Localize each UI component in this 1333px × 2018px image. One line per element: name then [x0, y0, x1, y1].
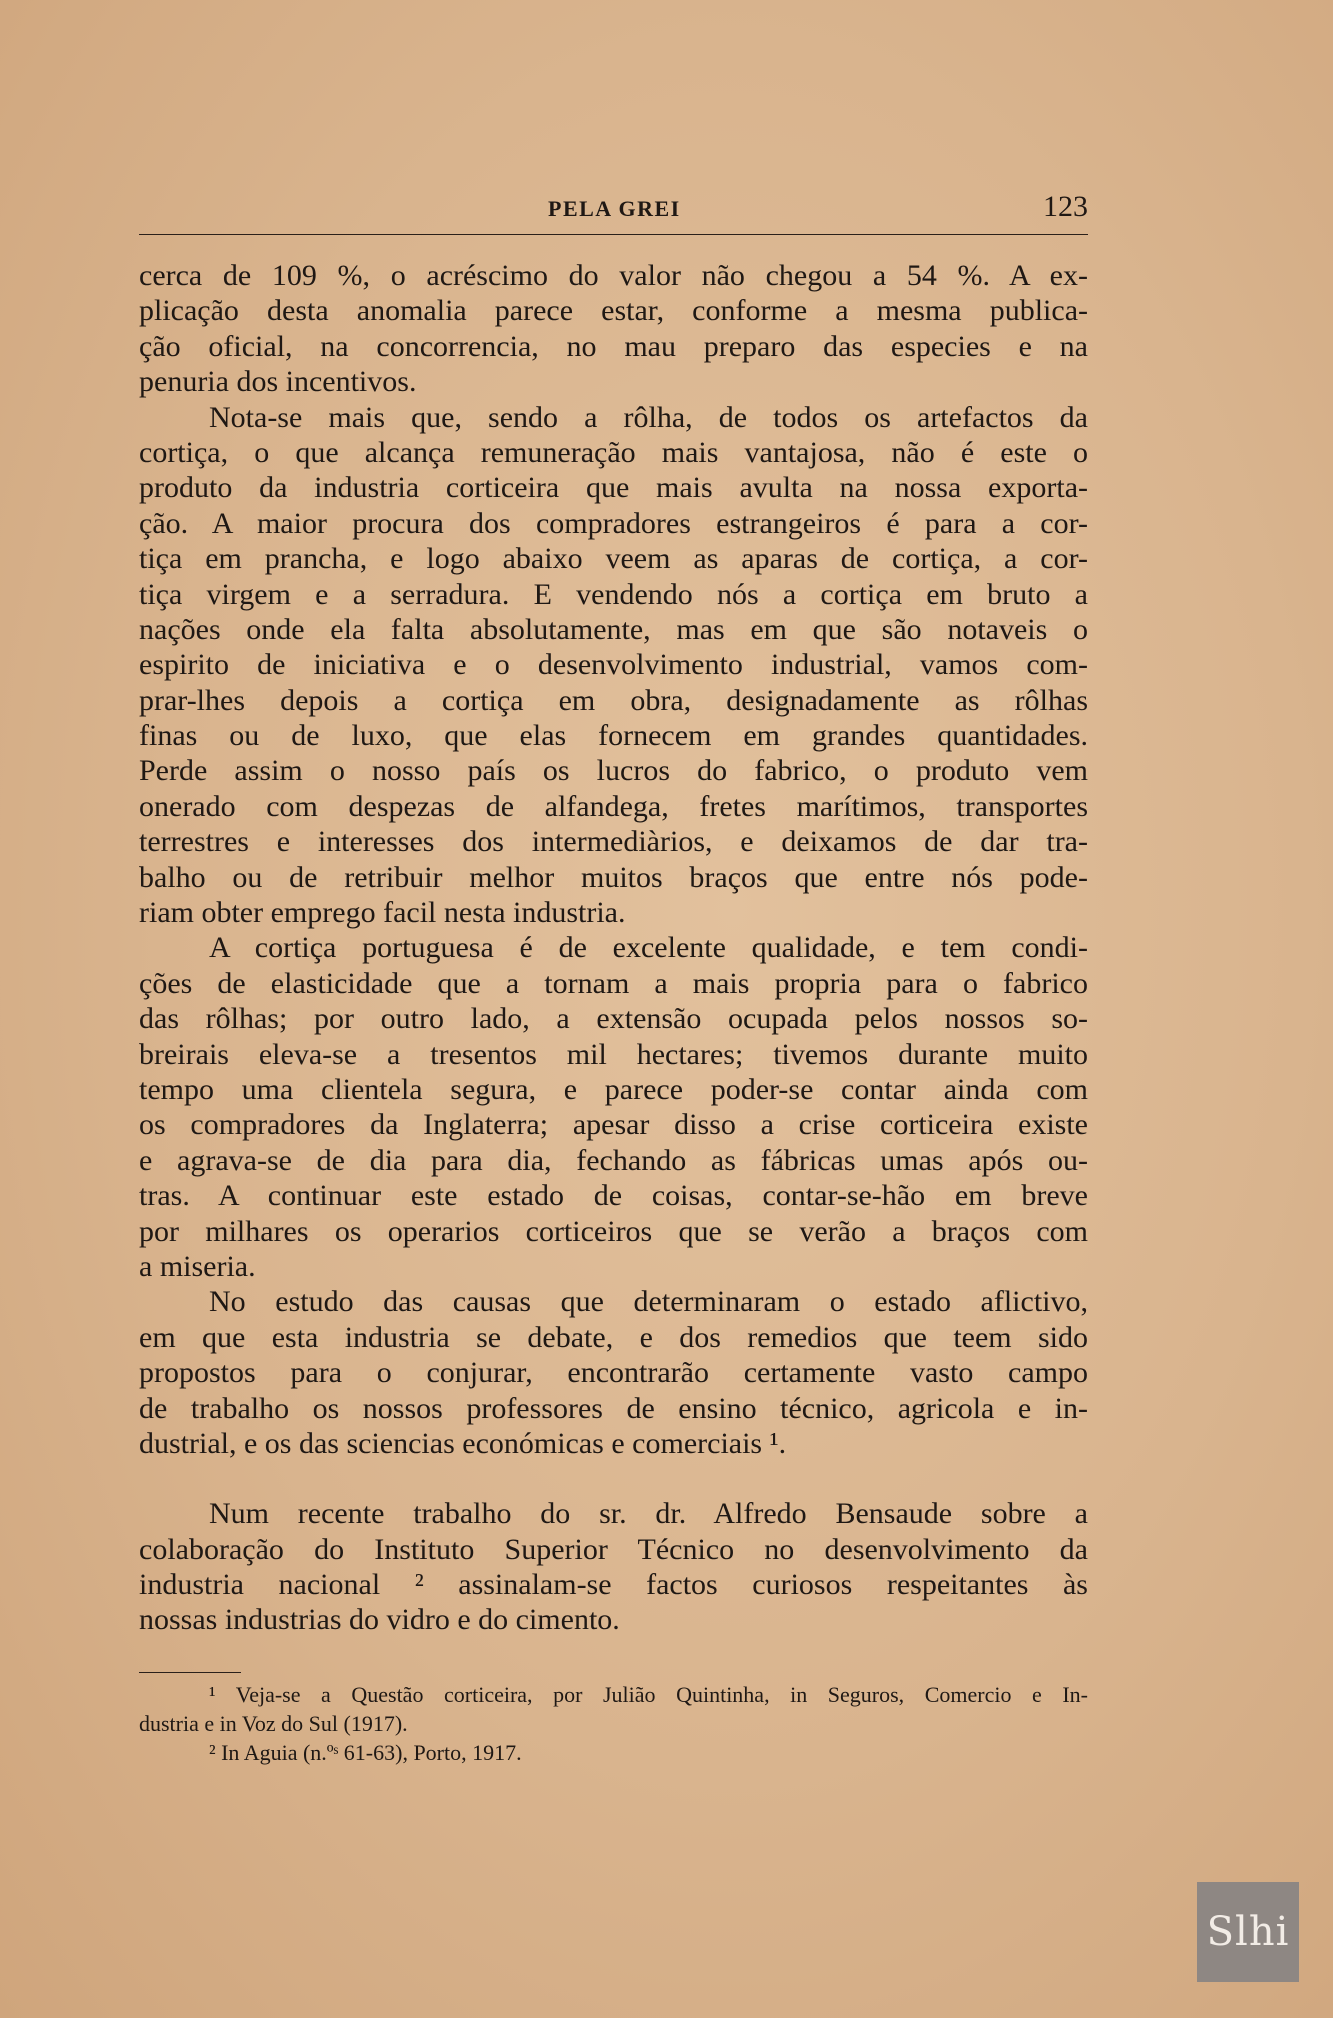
- footnote-divider: [139, 1672, 241, 1673]
- text-line: Nota-se mais que, sendo a rôlha, de todos os artefactos da: [209, 400, 1088, 434]
- text-line: de trabalho os nossos professores de ensino técnico, agricola e in-: [139, 1391, 1088, 1425]
- text-line: tiça virgem e a serradura. E vendendo nós a cortiça em bruto a: [139, 577, 1088, 611]
- text-line: tiça em prancha, e logo abaixo veem as aparas de cortiça, a cor-: [139, 542, 1088, 576]
- text-line: cerca de 109 %, o acréscimo do valor não chegou a 54 %. A ex-: [139, 259, 1088, 292]
- page-number: 123: [1043, 190, 1088, 223]
- text-line: penuria dos incentivos.: [139, 365, 417, 399]
- text-line: em que esta industria se debate, e dos remedios que teem sido: [139, 1320, 1088, 1354]
- text-line: espirito de iniciativa e o desenvolvimento industrial, vamos com-: [139, 648, 1088, 682]
- text-line: breirais eleva-se a tresentos mil hectares; tivemos durante muito: [139, 1037, 1088, 1071]
- text-line: balho ou de retribuir melhor muitos braços que entre nós pode-: [139, 860, 1088, 894]
- text-line: ção oficial, na concorrencia, no mau preparo das especies e na: [139, 329, 1088, 363]
- text-line: tempo uma clientela segura, e parece poder-se contar ainda com: [139, 1072, 1088, 1106]
- body-text: [139, 258, 1088, 1638]
- text-line: cortiça, o que alcança remuneração mais vantajosa, não é este o: [139, 435, 1088, 469]
- text-line: terrestres e interesses dos intermediàrios, e deixamos de dar tra-: [139, 825, 1088, 859]
- text-line: propostos para o conjurar, encontrarão certamente vasto campo: [139, 1356, 1088, 1390]
- text-line: ções de elasticidade que a tornam a mais propria para o fabrico: [139, 966, 1088, 1000]
- text-line: industria nacional ² assinalam-se factos curiosos respeitantes às: [139, 1568, 1088, 1602]
- text-line: A cortiça portuguesa é de excelente qualidade, e tem condi-: [209, 931, 1088, 965]
- text-line: plicação desta anomalia parece estar, conforme a mesma publica-: [139, 294, 1088, 328]
- library-logo: [1197, 1882, 1299, 1982]
- text-line: os compradores da Inglaterra; apesar disso a crise corticeira existe: [139, 1108, 1088, 1142]
- logo-text: Slhi: [1206, 1909, 1290, 1955]
- text-line: por milhares os operarios corticeiros que se verão a braços com: [139, 1214, 1088, 1248]
- text-line: das rôlhas; por outro lado, a extensão ocupada pelos nossos so-: [139, 1002, 1088, 1036]
- running-header: [139, 190, 1088, 235]
- text-line: ção. A maior procura dos compradores estrangeiros é para a cor-: [139, 506, 1088, 540]
- text-line: Perde assim o nosso país os lucros do fabrico, o produto vem: [139, 754, 1088, 788]
- text-line: No estudo das causas que determinaram o estado aflictivo,: [209, 1285, 1088, 1319]
- running-title: PELA GREI: [548, 196, 681, 221]
- text-line: produto da industria corticeira que mais avulta na nossa exporta-: [139, 471, 1088, 505]
- footnote-line: dustria e in Voz do Sul (1917).: [139, 1711, 408, 1736]
- footnote-line: ¹ Veja-se a Questão corticeira, por Julião Quintinha, in Seguros, Comercio e In-: [209, 1682, 1088, 1707]
- text-line: riam obter emprego facil nesta industria.: [139, 896, 626, 930]
- text-line: nações onde ela falta absolutamente, mas em que são notaveis o: [139, 612, 1088, 646]
- text-line: tras. A continuar este estado de coisas, contar-se-hão em breve: [139, 1179, 1088, 1213]
- text-line: finas ou de luxo, que elas fornecem em grandes quantidades.: [139, 719, 1088, 753]
- text-line: Num recente trabalho do sr. dr. Alfredo Bensaude sobre a: [209, 1497, 1088, 1531]
- footnotes: [139, 1680, 1088, 1767]
- text-line: onerado com despezas de alfandega, fretes marítimos, transportes: [139, 789, 1088, 823]
- paragraph-gap: [139, 1461, 1088, 1496]
- text-line: a miseria.: [139, 1249, 256, 1283]
- text-line: colaboração do Instituto Superior Técnico no desenvolvimento da: [139, 1532, 1088, 1566]
- text-line: nossas industrias do vidro e do cimento.: [139, 1603, 620, 1637]
- footnote-line: ² In Aguia (n.ºˢ 61-63), Porto, 1917.: [209, 1740, 522, 1765]
- text-line: dustrial, e os das sciencias económicas e comerciais ¹.: [139, 1426, 787, 1460]
- text-line: e agrava-se de dia para dia, fechando as fábricas umas após ou-: [139, 1143, 1088, 1177]
- text-line: prar-lhes depois a cortiça em obra, designadamente as rôlhas: [139, 683, 1088, 717]
